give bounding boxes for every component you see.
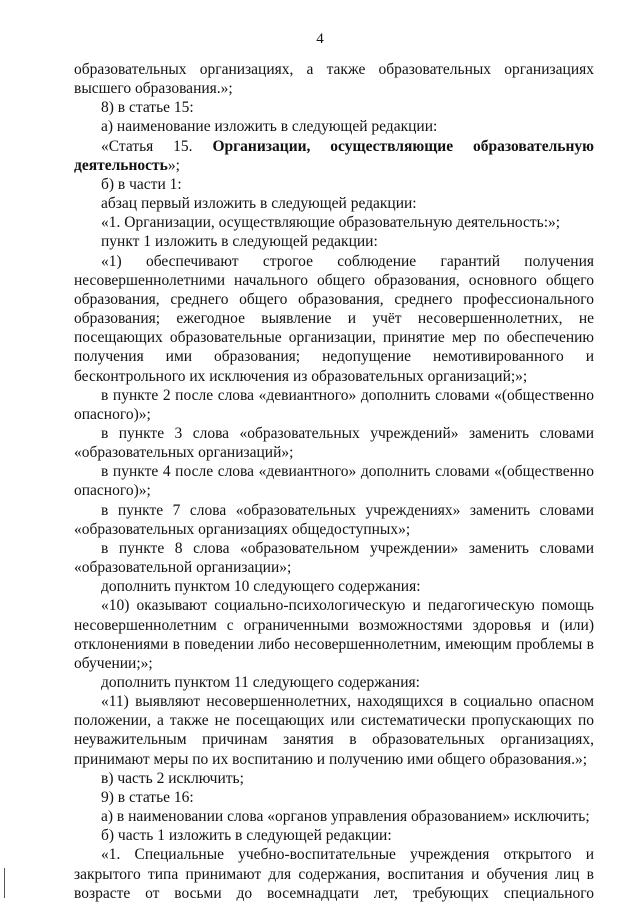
paragraph: в пункте 4 после слова «девиантного» дополнить словами «(общественно опасного)»; bbox=[74, 463, 594, 500]
paragraph: 8) в статье 15: bbox=[101, 99, 194, 117]
paragraph: «11) выявляют несовершеннолетних, находящихся в социально опасном положении, а также не посещающих или систематически пропускающих по неуважительным причинам занятия в образовательных организациях, принимают меры по их воспитанию и получению ими общего образования.»; bbox=[74, 693, 594, 768]
paragraph: пункт 1 изложить в следующей редакции: bbox=[101, 233, 378, 251]
article-heading-title: Организации, осуществляющие образовательную деятельность bbox=[74, 137, 594, 174]
article-heading-suffix: »; bbox=[167, 156, 180, 174]
article-heading bbox=[74, 137, 594, 175]
paragraph: а) наименование изложить в следующей редакции: bbox=[101, 118, 438, 136]
paragraph: дополнить пунктом 10 следующего содержания: bbox=[101, 578, 421, 596]
paragraph: «10) оказывают социально-психологическую и педагогическую помощь несовершеннолетним с ограниченными возможностями здоровья и (или) отклонениями в поведении либо несовершеннолетним, имеющим проблемы в обучении;»; bbox=[74, 597, 594, 672]
paragraph: абзац первый изложить в следующей редакции: bbox=[101, 195, 417, 213]
page-number: 4 bbox=[316, 31, 324, 47]
paragraph: а) в наименовании слова «органов управления образованием» исключить; bbox=[101, 808, 590, 826]
scan-edge-mark bbox=[4, 868, 5, 898]
paragraph: «1. Специальные учебно-воспитательные учреждения открытого и закрытого типа принимают для содержания, воспитания и обучения лиц в возрасте от восьми до восемнадцати лет, требующих специального bbox=[74, 846, 594, 902]
paragraph: в пункте 3 слова «образовательных учреждений» заменить словами «образовательных организаций»; bbox=[74, 424, 594, 462]
paragraph: в) часть 2 исключить; bbox=[101, 769, 244, 787]
paragraph: б) в части 1: bbox=[101, 175, 182, 193]
paragraph: 9) в статье 16: bbox=[101, 788, 194, 806]
paragraph: «1) обеспечивают строгое соблюдение гарантий получения несовершеннолетними начального общего образования, основного общего образования, среднего общего образования, среднего профессионального образования; ежегодное выявление и учёт несовершеннолетних, не посещающих образовательные организации, принятие мер по обеспечению получения ими образования; недопущение немотивированного и бесконтрольного их исключения из образовательных организаций;»; bbox=[74, 252, 594, 385]
article-heading-prefix: «Статья 15. bbox=[101, 137, 193, 155]
paragraph: образовательных организациях, а также образовательных организациях высшего образования.»; bbox=[74, 61, 594, 98]
paragraph: в пункте 8 слова «образовательном учреждении» заменить словами «образовательной организации»; bbox=[74, 539, 594, 577]
paragraph: дополнить пунктом 11 следующего содержания: bbox=[101, 674, 420, 691]
paragraph: «1. Организации, осуществляющие образовательную деятельность:»; bbox=[101, 214, 561, 232]
paragraph: б) часть 1 изложить в следующей редакции: bbox=[101, 827, 392, 845]
paragraph: в пункте 2 после слова «девиантного» дополнить словами «(общественно опасного)»; bbox=[74, 386, 594, 423]
paragraph: в пункте 7 слова «образовательных учреждениях» заменить словами «образовательных организациях общедоступных»; bbox=[74, 501, 594, 538]
document-body bbox=[74, 60, 594, 903]
